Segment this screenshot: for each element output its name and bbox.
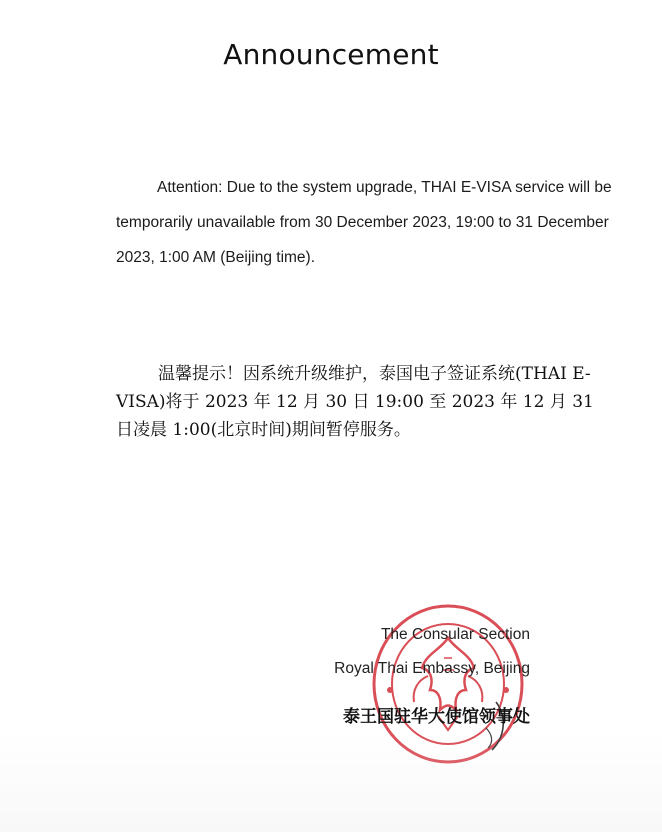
signature-chinese-name: 泰王国驻华大使馆领事处 (343, 707, 530, 727)
page-shadow (0, 730, 662, 832)
page-title: Announcement (223, 38, 439, 71)
english-notice (116, 170, 626, 275)
signature-consular-section: The Consular Section (380, 626, 530, 643)
signature-embassy-name: Royal Thai Embassy, Beijing (334, 660, 530, 677)
chinese-notice (116, 360, 596, 444)
chinese-paragraph: 温馨提示！因系统升级维护，泰国电子签证系统(THAI E-VISA)将于 2023 年 12 月 30 日 19:00 至 2023 年 12 月 31 日凌晨 1:00(北京时间)期间暂停服务。 (116, 364, 594, 440)
english-paragraph: Attention: Due to the system upgrade, THAI E-VISA service will be temporarily unavailable from 30 December 2023, 19:00 to 31 December 2023, 1:00 AM (Beijing time). (116, 179, 612, 266)
